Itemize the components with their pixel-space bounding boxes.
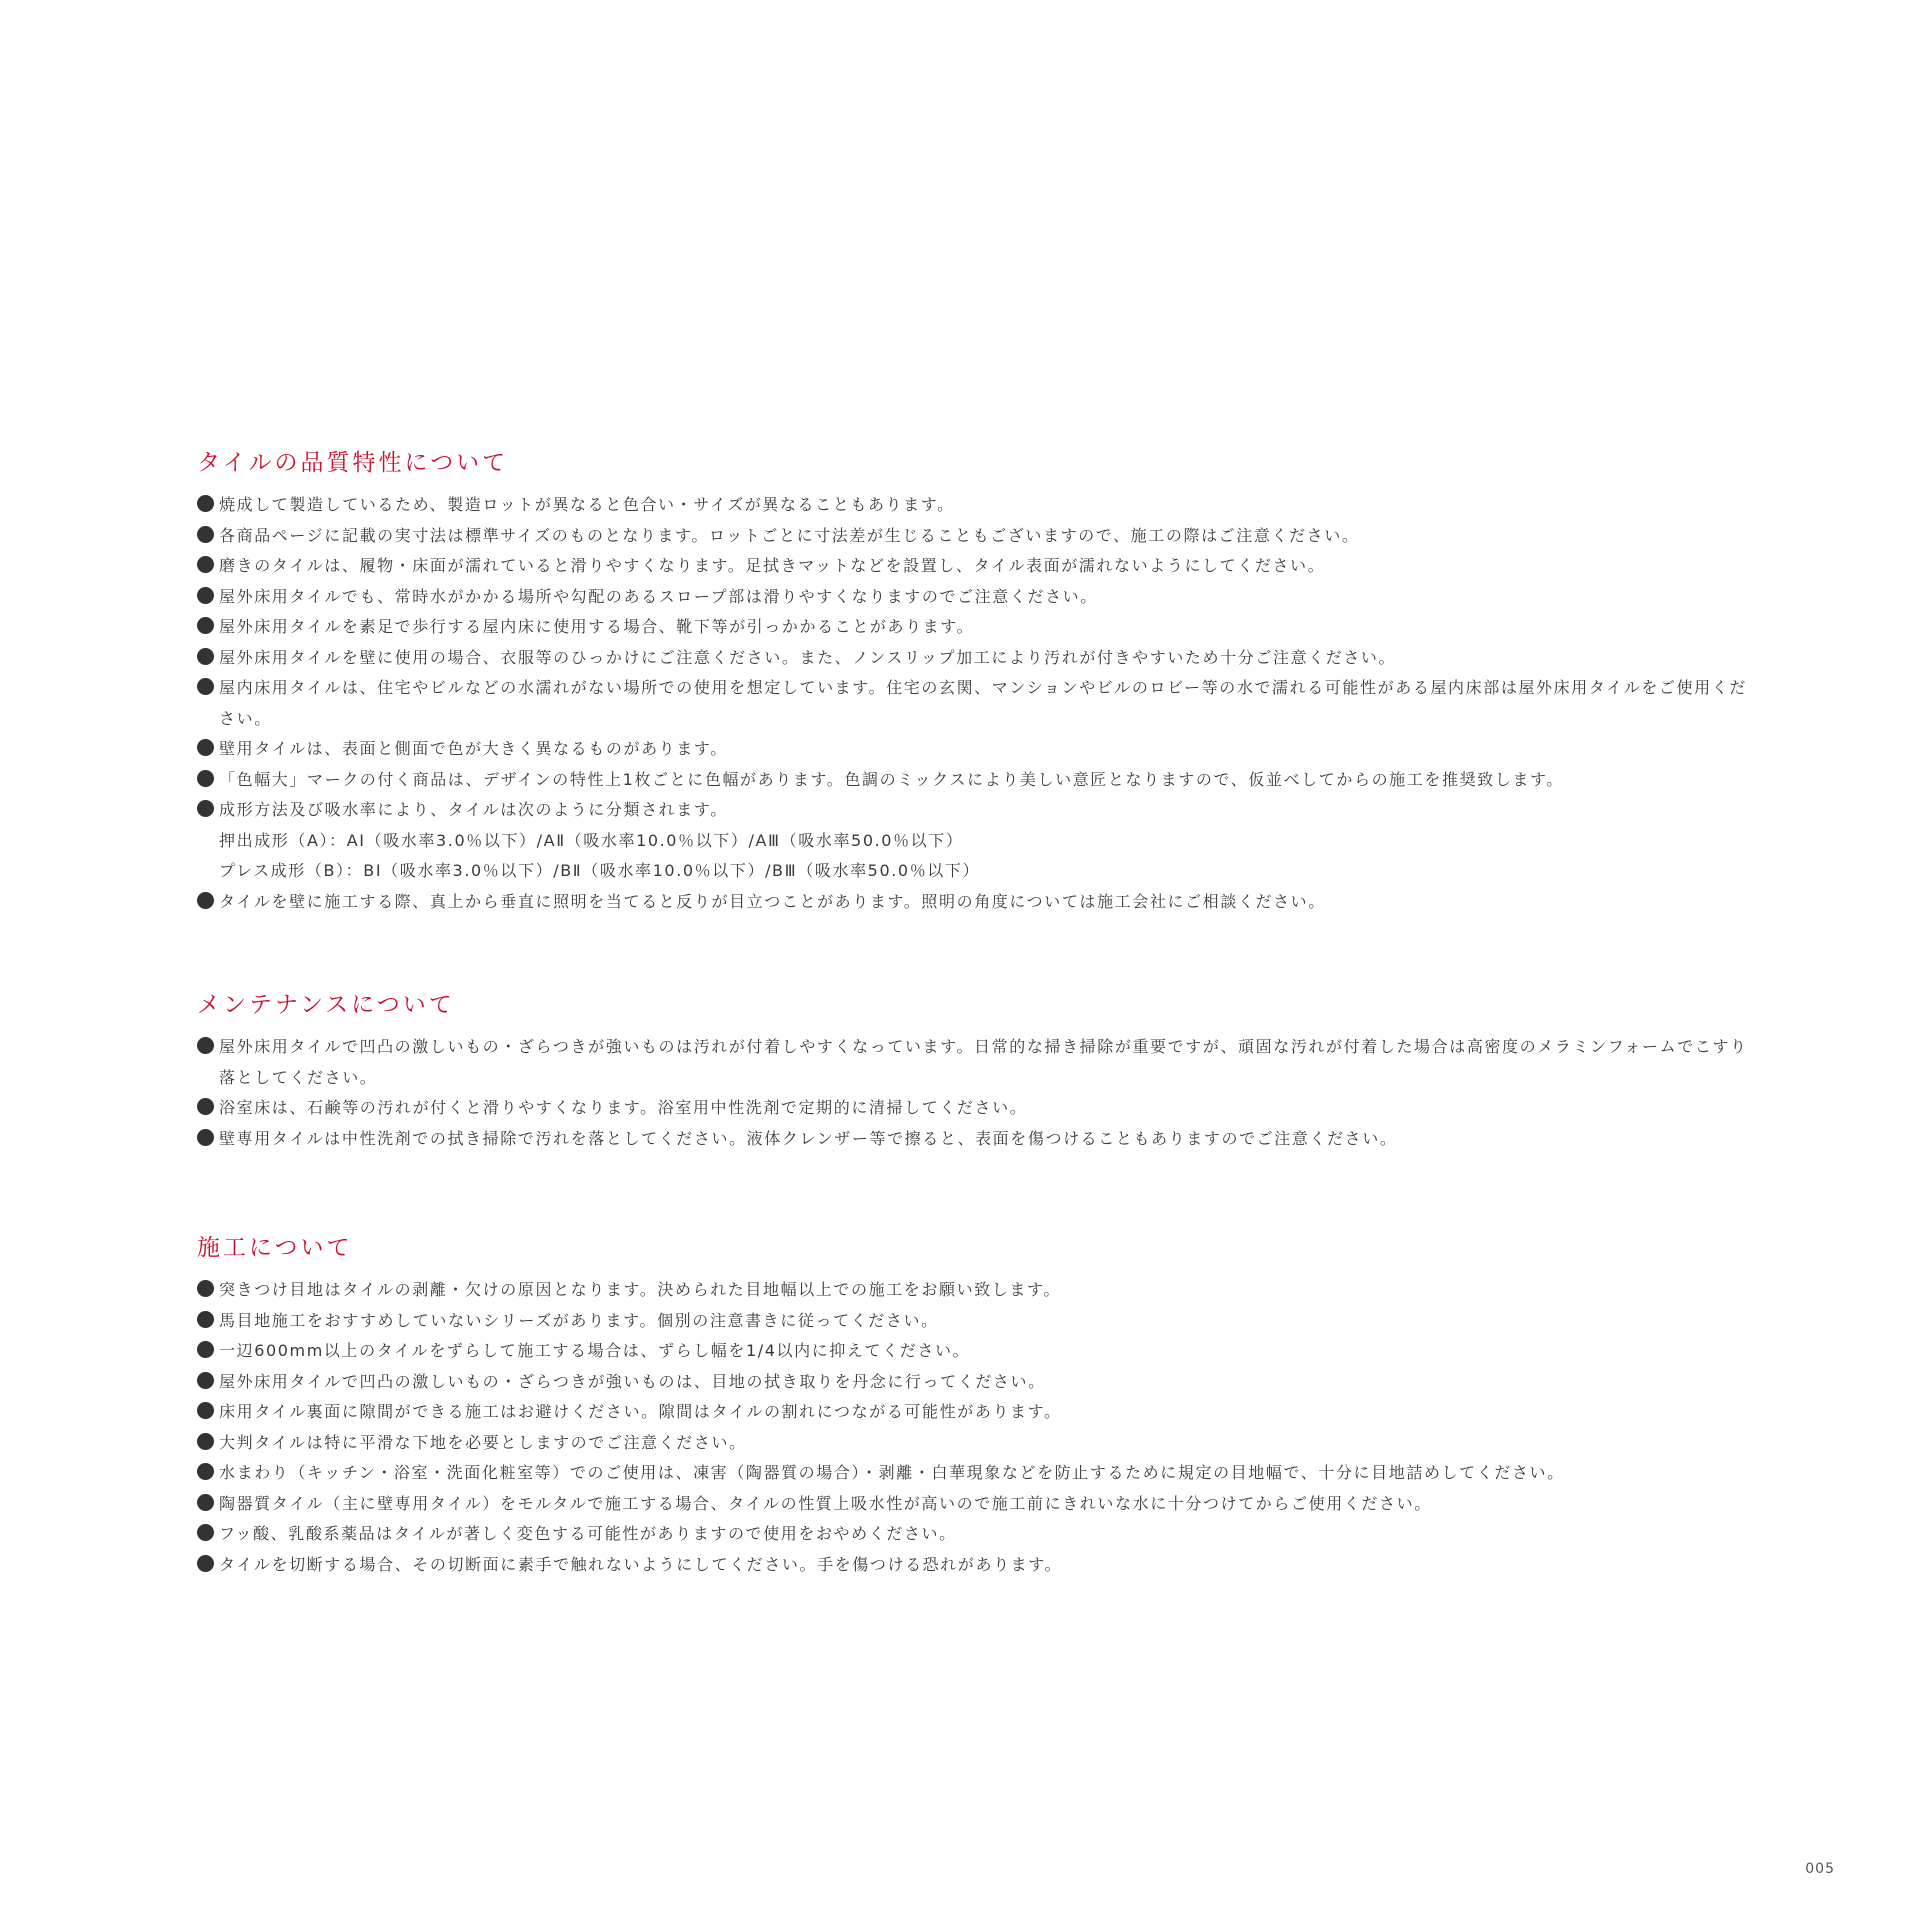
section-title-construction: 施工について xyxy=(197,1235,353,1261)
list-item-text: タイルを壁に施工する際、真上から垂直に照明を当てると反りが目立つことがあります。照明の角度については施工会社にご相談ください。 xyxy=(219,891,1326,911)
bullet-icon xyxy=(197,617,214,634)
list-item xyxy=(197,765,1757,796)
list-item xyxy=(197,1519,1757,1550)
list-item xyxy=(197,490,1757,521)
bullet-icon xyxy=(197,526,214,543)
bullet-icon xyxy=(197,1037,214,1054)
bullet-icon xyxy=(197,770,214,787)
page-number: 005 xyxy=(1805,1861,1835,1877)
list-item-text: 突きつけ目地はタイルの剥離・欠けの原因となります。決められた目地幅以上での施工をお願い致します。 xyxy=(219,1280,1061,1299)
list-item-text: 屋外床用タイルを壁に使用の場合、衣服等のひっかけにご注意ください。また、ノンスリップ加工により汚れが付きやすいため十分ご注意ください。 xyxy=(219,647,1397,667)
section-maintenance xyxy=(197,990,1757,1154)
list-item xyxy=(197,887,1757,918)
quality-list xyxy=(197,490,1757,917)
list-item xyxy=(197,1489,1757,1520)
bullet-icon xyxy=(197,556,214,573)
bullet-icon xyxy=(197,495,214,512)
list-item-text: 浴室床は、石鹸等の汚れが付くと滑りやすくなります。浴室用中性洗剤で定期的に清掃してください。 xyxy=(219,1098,1028,1117)
section-title-maintenance: メンテナンスについて xyxy=(197,992,455,1018)
bullet-icon xyxy=(197,1555,214,1572)
list-item-text: 屋外床用タイルでも、常時水がかかる場所や勾配のあるスロープ部は滑りやすくなりますのでご注意ください。 xyxy=(219,586,1098,606)
list-item-text: 屋外床用タイルを素足で歩行する屋内床に使用する場合、靴下等が引っかかることがあります。 xyxy=(219,617,975,636)
bullet-icon xyxy=(197,587,214,604)
list-sub-item: プレス成形（B）：BⅠ（吸水率3.0％以下）/BⅡ（吸水率10.0％以下）/BⅢ（吸水率50.0％以下） xyxy=(219,861,981,880)
list-item xyxy=(197,1306,1757,1337)
list-item-text: 屋内床用タイルは、住宅やビルなどの水濡れがない場所での使用を想定しています。住宅の玄関、マンションやビルのロビー等の水で濡れる可能性がある屋内床部は屋外床用タイルをご使用ください。 xyxy=(219,678,1747,728)
construction-list xyxy=(197,1275,1757,1580)
list-item-text: 陶器質タイル（主に壁専用タイル）をモルタルで施工する場合、タイルの性質上吸水性が高いので施工前にきれいな水に十分つけてからご使用ください。 xyxy=(219,1493,1432,1513)
bullet-icon xyxy=(197,1372,214,1389)
bullet-icon xyxy=(197,892,214,909)
bullet-icon xyxy=(197,1402,214,1419)
bullet-icon xyxy=(197,1311,214,1328)
bullet-icon xyxy=(197,1463,214,1480)
list-item-text: 磨きのタイルは、履物・床面が濡れていると滑りやすくなります。足拭きマットなどを設置し、タイル表面が濡れないようにしてください。 xyxy=(219,556,1326,575)
list-item xyxy=(197,795,1757,826)
list-item xyxy=(197,612,1757,643)
list-item-text: 床用タイル裏面に隙間ができる施工はお避けください。隙間はタイルの割れにつながる可能性があります。 xyxy=(219,1402,1062,1421)
maintenance-list xyxy=(197,1032,1757,1154)
list-item xyxy=(197,1124,1757,1155)
bullet-icon xyxy=(197,1280,214,1297)
list-item xyxy=(197,734,1757,765)
list-item-text: 屋外床用タイルで凹凸の激しいもの・ざらつきが強いものは、目地の拭き取りを丹念に行ってください。 xyxy=(219,1371,1046,1391)
section-construction xyxy=(197,1233,1757,1580)
list-item-text: 馬目地施工をおすすめしていないシリーズがあります。個別の注意書きに従ってください。 xyxy=(219,1310,939,1330)
list-item xyxy=(197,673,1757,734)
list-item-text: 水まわり（キッチン・浴室・洗面化粧室等）でのご使用は、凍害（陶器質の場合）・剥離・白華現象などを防止するために規定の目地幅で、十分に目地詰めしてください。 xyxy=(219,1463,1565,1482)
list-item-text: 屋外床用タイルで凹凸の激しいもの・ざらつきが強いものは汚れが付着しやすくなっています。日常的な掃き掃除が重要ですが、頑固な汚れが付着した場合は高密度のメラミンフォームでこすり落としてください。 xyxy=(219,1037,1748,1087)
bullet-icon xyxy=(197,800,214,817)
bullet-icon xyxy=(197,1341,214,1358)
list-item xyxy=(197,1367,1757,1398)
list-item xyxy=(197,582,1757,613)
list-item xyxy=(197,1275,1757,1306)
list-item-text: 大判タイルは特に平滑な下地を必要としますのでご注意ください。 xyxy=(219,1432,747,1452)
list-item xyxy=(197,1428,1757,1459)
bullet-icon xyxy=(197,1524,214,1541)
list-item-text: タイルを切断する場合、その切断面に素手で触れないようにしてください。手を傷つける恐れがあります。 xyxy=(219,1554,1063,1574)
list-item xyxy=(197,521,1757,552)
list-item xyxy=(197,1336,1757,1367)
list-item xyxy=(197,1458,1757,1489)
bullet-icon xyxy=(197,1494,214,1511)
bullet-icon xyxy=(197,1098,214,1115)
list-item-text: フッ酸、乳酸系薬品はタイルが著しく変色する可能性がありますので使用をおやめください。 xyxy=(219,1524,957,1543)
list-item xyxy=(197,643,1757,674)
list-item xyxy=(197,1093,1757,1124)
list-item-text: 一辺600mm以上のタイルをずらして施工する場合は、ずらし幅を1/4以内に抑えてください。 xyxy=(219,1341,971,1360)
list-item-text: 各商品ページに記載の実寸法は標準サイズのものとなります。ロットごとに寸法差が生じることもございますので、施工の際はご注意ください。 xyxy=(219,525,1360,545)
bullet-icon xyxy=(197,678,214,695)
list-item-text: 壁用タイルは、表面と側面で色が大きく異なるものがあります。 xyxy=(219,739,728,758)
list-item-text: 壁専用タイルは中性洗剤での拭き掃除で汚れを落としてください。液体クレンザー等で擦ると、表面を傷つけることもありますのでご注意ください。 xyxy=(219,1128,1398,1148)
bullet-icon xyxy=(197,1433,214,1450)
bullet-icon xyxy=(197,739,214,756)
bullet-icon xyxy=(197,648,214,665)
list-sub-item: 押出成形（A）：AⅠ（吸水率3.0％以下）/AⅡ（吸水率10.0％以下）/AⅢ（吸水率50.0％以下） xyxy=(219,830,964,850)
list-item xyxy=(197,1032,1757,1093)
list-item-text: 焼成して製造しているため、製造ロットが異なると色合い・サイズが異なることもあります。 xyxy=(219,495,955,514)
section-quality xyxy=(197,448,1757,917)
list-item-text: 「色幅大」マークの付く商品は、デザインの特性上1枚ごとに色幅があります。色調のミックスにより美しい意匠となりますので、仮並べしてからの施工を推奨致します。 xyxy=(219,769,1564,789)
section-title-quality: タイルの品質特性について xyxy=(197,450,509,476)
bullet-icon xyxy=(197,1129,214,1146)
list-item xyxy=(197,1397,1757,1428)
list-item xyxy=(197,551,1757,582)
list-item-text: 成形方法及び吸水率により、タイルは次のように分類されます。 xyxy=(219,800,728,819)
list-item xyxy=(197,1550,1757,1581)
